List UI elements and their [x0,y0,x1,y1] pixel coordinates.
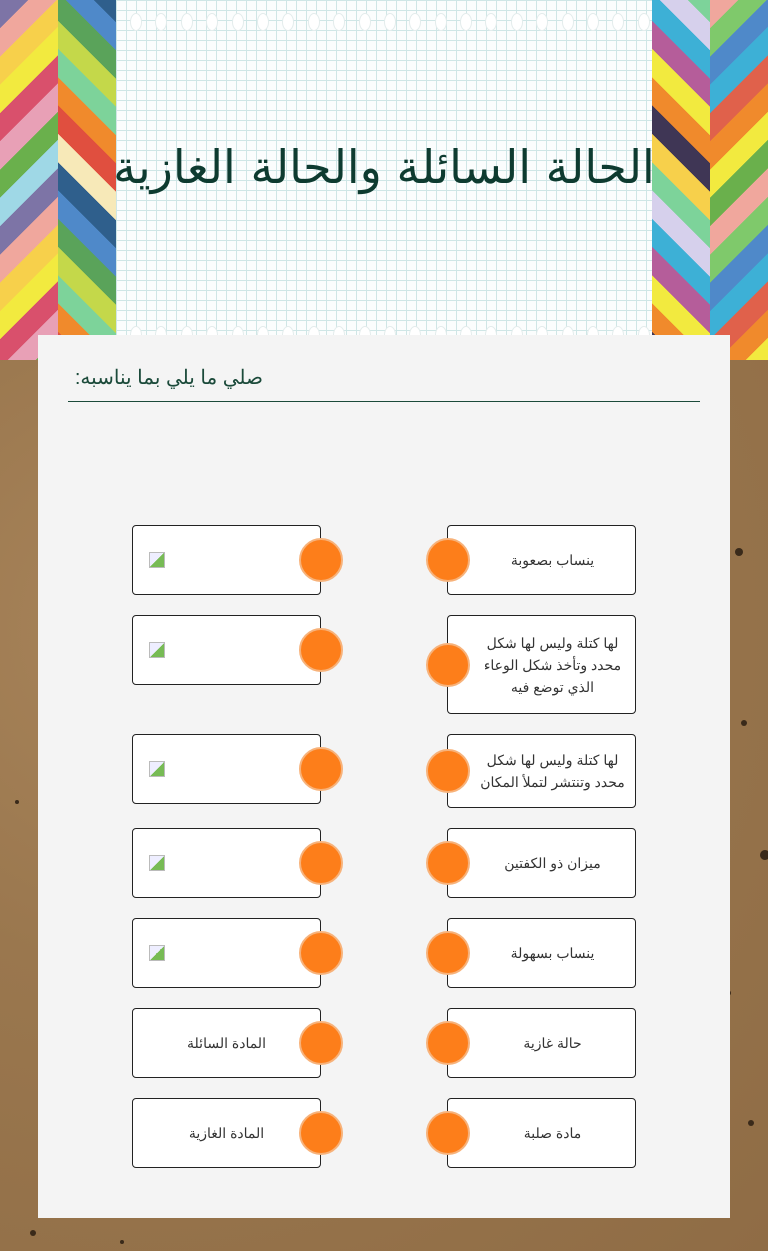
match-right-item[interactable] [447,615,636,714]
connector-dot-left[interactable] [299,747,343,791]
match-right-label: حالة غازية [523,1035,582,1051]
connector-dot-left[interactable] [299,931,343,975]
connector-dot-right[interactable] [426,841,470,885]
match-right-item[interactable] [447,525,636,595]
broken-image-icon [149,552,165,568]
match-left-item[interactable] [132,828,321,898]
match-right-label: ينساب بسهولة [510,945,595,961]
connector-dot-left[interactable] [299,538,343,582]
cork-speck [760,850,768,860]
cork-speck [735,548,743,556]
cork-speck [741,720,747,726]
connector-dot-right[interactable] [426,1111,470,1155]
match-left-item[interactable] [132,918,321,988]
match-right-item[interactable] [447,734,636,808]
broken-image-icon [149,855,165,871]
match-right-label: ميزان ذو الكفتين [504,855,601,871]
match-left-item[interactable] [132,1098,321,1168]
page-title: الحالة السائلة والحالة الغازية [113,140,655,194]
worksheet-panel [38,335,730,1218]
match-right-item[interactable] [447,1098,636,1168]
broken-image-icon [149,945,165,961]
connector-dot-left[interactable] [299,1111,343,1155]
cork-speck [30,1230,36,1236]
paper-holes [130,13,650,31]
connector-dot-left[interactable] [299,628,343,672]
match-right-label: ينساب بصعوبة [510,552,595,568]
connector-dot-left[interactable] [299,841,343,885]
match-right-item[interactable] [447,918,636,988]
cork-speck [120,1240,124,1244]
connector-dot-right[interactable] [426,643,470,687]
match-right-label: لها كتلة وليس لها شكل محدد وتنتشر لتملأ المكان [480,752,625,790]
connector-dot-left[interactable] [299,1021,343,1065]
instruction-text: صلي ما يلي بما يناسبه: [74,367,263,389]
instruction-heading [68,365,700,402]
connector-dot-right[interactable] [426,931,470,975]
match-left-item[interactable] [132,1008,321,1078]
match-left-label: المادة الغازية [188,1125,265,1141]
match-right-item[interactable] [447,1008,636,1078]
chevron-decoration-right [710,0,768,360]
match-right-label: لها كتلة وليس لها شكل محدد وتأخذ شكل الوعاء الذي توضع فيه [483,634,622,695]
match-right-label: مادة صلبة [523,1125,582,1141]
match-left-label: المادة السائلة [187,1035,266,1051]
connector-dot-right[interactable] [426,749,470,793]
broken-image-icon [149,761,165,777]
match-right-item[interactable] [447,828,636,898]
cork-speck [15,800,19,804]
cork-speck [748,1120,754,1126]
connector-dot-right[interactable] [426,1021,470,1065]
match-left-item[interactable] [132,615,321,685]
match-left-item[interactable] [132,525,321,595]
connector-dot-right[interactable] [426,538,470,582]
match-left-item[interactable] [132,734,321,804]
broken-image-icon [149,642,165,658]
